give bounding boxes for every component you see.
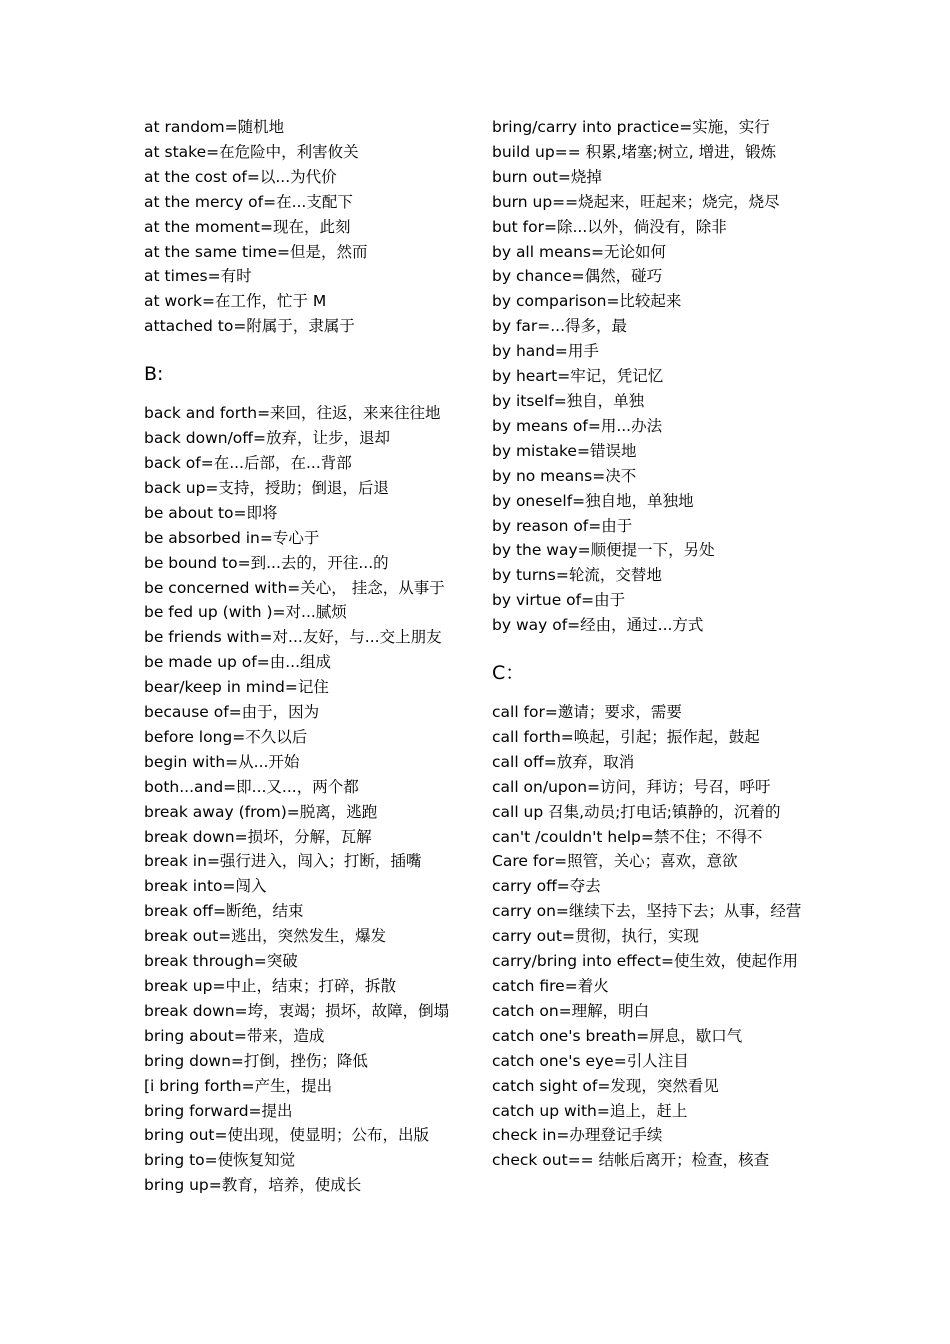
phrase-entry: carry off=夺去 xyxy=(492,877,601,896)
phrase-entry: by hand=用手 xyxy=(492,342,599,361)
phrase-entry: by chance=偶然，碰巧 xyxy=(492,267,663,286)
phrase-entry: break out=逃出，突然发生，爆发 xyxy=(144,927,387,946)
phrase-entry: burn out=烧掉 xyxy=(492,167,602,186)
phrase-entry: by oneself=独自地，单独地 xyxy=(492,491,694,510)
phrase-entry: bring down=打倒，挫伤；降低 xyxy=(144,1051,368,1070)
phrase-entry: bring/carry into practice=实施，实行 xyxy=(492,118,770,136)
phrase-entry: by reason of=由于 xyxy=(492,516,633,535)
phrase-entry: catch up with=追上，赶上 xyxy=(492,1101,688,1120)
phrase-entry: can't /couldn't help=禁不住；不得不 xyxy=(492,827,763,846)
right-column xyxy=(492,115,812,1173)
phrase-entry: by heart=牢记，凭记忆 xyxy=(492,367,664,386)
entry-group-c xyxy=(492,700,812,1173)
phrase-entry: at work=在工作，忙于 M xyxy=(144,292,327,311)
phrase-entry: before long=不久以后 xyxy=(144,727,308,746)
phrase-entry: call forth=唤起，引起；振作起，鼓起 xyxy=(492,727,760,746)
phrase-entry: back and forth=来回，往返，来来往往地 xyxy=(144,404,441,423)
section-heading-c: C： xyxy=(492,662,525,685)
phrase-entry: be fed up (with )=对...腻烦 xyxy=(144,603,347,622)
phrase-entry: break down=损坏，分解，瓦解 xyxy=(144,827,372,846)
phrase-entry: call up 召集,动员;打电话;镇静的，沉着的 xyxy=(492,802,781,821)
phrase-entry: be absorbed in=专心于 xyxy=(144,528,320,547)
phrase-entry: catch sight of=发现，突然看见 xyxy=(492,1076,719,1095)
phrase-entry: carry out=贯彻，执行，实现 xyxy=(492,927,699,946)
phrase-entry: both...and=即...又...，两个都 xyxy=(144,777,359,796)
phrase-entry: attached to=附属于，隶属于 xyxy=(144,317,355,336)
phrase-entry: by no means=决不 xyxy=(492,466,637,485)
phrase-entry: catch one's eye=引人注目 xyxy=(492,1051,689,1070)
phrase-entry: be made up of=由...组成 xyxy=(144,653,331,672)
phrase-entry: by itself=独自，单独 xyxy=(492,391,645,410)
phrase-entry: begin with=从...开始 xyxy=(144,752,300,771)
phrase-entry: by way of=经由，通过...方式 xyxy=(492,616,704,635)
phrase-entry: call off=放弃，取消 xyxy=(492,752,635,771)
phrase-entry: be concerned with=关心， 挂念，从事于 xyxy=(144,578,445,597)
phrase-entry: back up=支持，授助；倒退，后退 xyxy=(144,478,389,497)
phrase-entry: at times=有时 xyxy=(144,267,252,286)
phrase-entry: by the way=顺便提一下，另处 xyxy=(492,541,715,560)
phrase-entry: catch fire=着火 xyxy=(492,977,609,995)
phrase-entry: at stake=在危险中，利害攸关 xyxy=(144,142,359,161)
phrase-entry: bring up=教育，培养，使成长 xyxy=(144,1176,362,1195)
phrase-entry: by mistake=错误地 xyxy=(492,441,637,460)
phrase-entry: bring forward=提出 xyxy=(144,1101,293,1120)
phrase-entry: be about to=即将 xyxy=(144,503,278,522)
phrase-entry: by all means=无论如何 xyxy=(492,242,666,261)
phrase-entry: carry on=继续下去，坚持下去；从事，经营 xyxy=(492,902,802,921)
phrase-entry: at the moment=现在，此刻 xyxy=(144,217,351,236)
phrase-entry: catch one's breath=屏息，歇口气 xyxy=(492,1026,743,1045)
phrase-entry: bear/keep in mind=记住 xyxy=(144,678,329,697)
phrase-entry: break in=强行进入，闯入；打断，插嘴 xyxy=(144,852,422,871)
phrase-entry: call on/upon=访问，拜访；号召，呼吁 xyxy=(492,777,771,796)
section-heading-b: B: xyxy=(144,363,164,386)
phrase-entry: break away (from)=脱离，逃跑 xyxy=(144,802,378,821)
phrase-entry: burn up==烧起来，旺起来；烧完，烧尽 xyxy=(492,192,780,211)
phrase-entry: break off=断绝，结束 xyxy=(144,902,304,921)
phrase-entry: bring to=使恢复知觉 xyxy=(144,1151,296,1170)
phrase-entry: but for=除...以外，倘没有，除非 xyxy=(492,217,727,236)
entry-group-b-continued xyxy=(492,115,812,638)
phrase-entry: back down/off=放弃，让步，退却 xyxy=(144,429,390,448)
phrase-entry: at the cost of=以...为代价 xyxy=(144,167,337,186)
phrase-entry: call for=邀请；要求，需要 xyxy=(492,703,682,722)
phrase-entry: by far=...得多，最 xyxy=(492,317,628,336)
phrase-entry: bring about=带来，造成 xyxy=(144,1026,325,1045)
phrase-entry: [i bring forth=产生，提出 xyxy=(144,1076,333,1095)
phrase-entry: by turns=轮流，交替地 xyxy=(492,566,662,585)
left-column xyxy=(144,115,474,1198)
phrase-entry: because of=由于，因为 xyxy=(144,703,320,722)
phrase-entry: break down=垮，衷竭；损坏，故障，倒塌 xyxy=(144,1001,450,1020)
phrase-entry: break into=闯入 xyxy=(144,877,267,896)
phrase-entry: build up== 积累,堵塞;树立, 增进，锻炼 xyxy=(492,142,777,161)
phrase-entry: by comparison=比较起来 xyxy=(492,292,682,311)
phrase-entry: at random=随机地 xyxy=(144,118,285,136)
entry-group-a xyxy=(144,115,474,339)
phrase-entry: break through=突破 xyxy=(144,952,298,971)
phrase-entry: at the mercy of=在...支配下 xyxy=(144,192,353,211)
phrase-entry: check out== 结帐后离开；检查，核查 xyxy=(492,1151,770,1170)
phrase-entry: carry/bring into effect=使生效，使起作用 xyxy=(492,952,798,971)
phrase-entry: catch on=理解，明白 xyxy=(492,1001,650,1020)
phrase-entry: be bound to=到...去的，开往...的 xyxy=(144,553,389,572)
phrase-entry: break up=中止，结束；打碎，拆散 xyxy=(144,977,396,995)
phrase-entry: Care for=照管，关心；喜欢，意欲 xyxy=(492,852,738,871)
phrase-entry: back of=在...后部，在...背部 xyxy=(144,453,352,472)
phrase-entry: bring out=使出现，使显明；公布，出版 xyxy=(144,1126,429,1145)
phrase-entry: by means of=用...办法 xyxy=(492,416,663,435)
entry-group-b xyxy=(144,401,474,1198)
phrase-entry: by virtue of=由于 xyxy=(492,591,626,610)
phrase-entry: check in=办理登记手续 xyxy=(492,1126,663,1145)
phrase-entry: at the same time=但是，然而 xyxy=(144,242,368,261)
phrase-entry: be friends with=对...友好，与...交上朋友 xyxy=(144,628,442,647)
